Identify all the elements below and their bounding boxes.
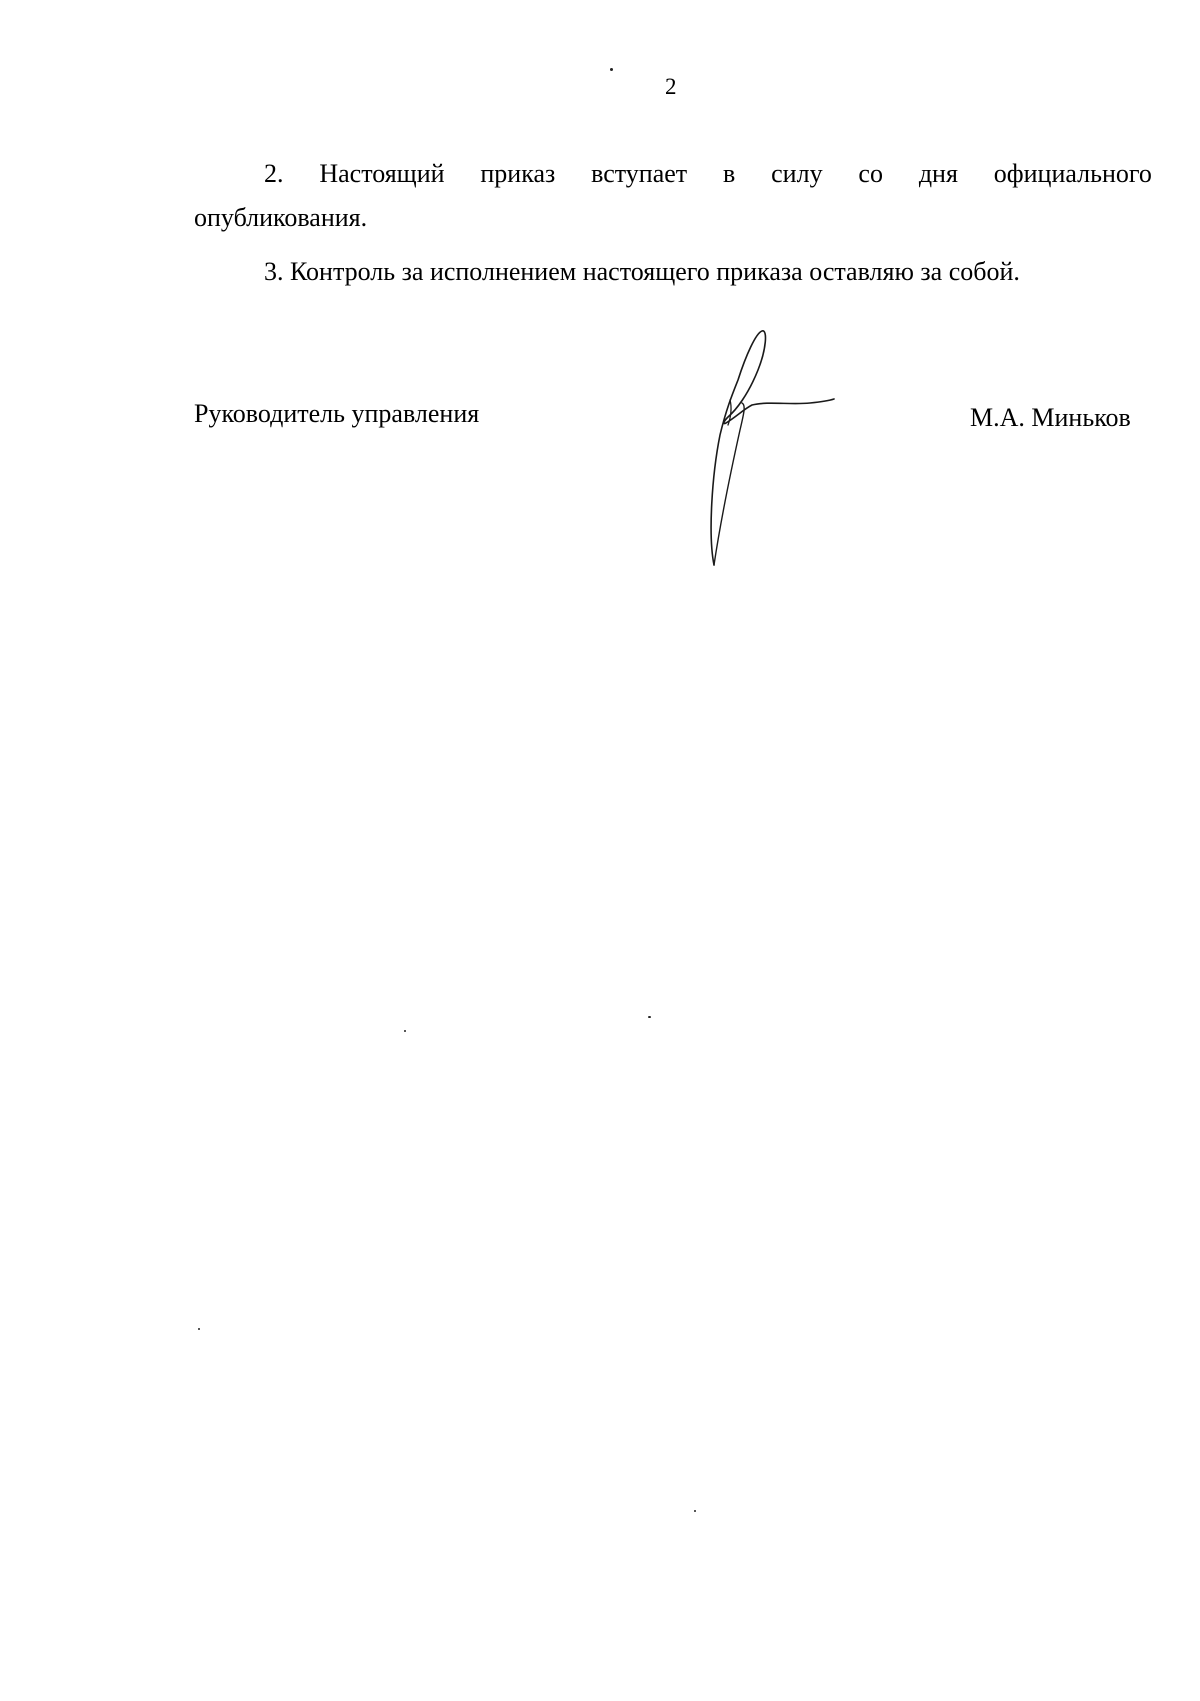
scan-speck — [404, 1030, 406, 1032]
scan-speck — [694, 1510, 696, 1512]
scan-speck — [648, 1016, 651, 1018]
paragraph-2-first-line — [194, 152, 1152, 196]
word: силу — [771, 159, 823, 188]
word: дня — [918, 159, 958, 188]
word: официального — [993, 159, 1152, 188]
word: в — [723, 159, 736, 188]
scan-speck — [610, 68, 613, 71]
signer-position: Руководитель управления — [194, 399, 480, 428]
word: 2. — [264, 159, 284, 188]
paragraph-2 — [194, 152, 1152, 240]
word: Настоящий — [319, 159, 445, 188]
paragraph-2-continuation: опубликования. — [194, 203, 368, 232]
signer-name: М.А. Миньков — [970, 403, 1131, 432]
handwritten-signature — [700, 325, 840, 570]
paragraph-3: 3. Контроль за исполнением настоящего приказа оставляю за собой. — [264, 257, 1020, 286]
word: со — [858, 159, 883, 188]
word: вступает — [591, 159, 688, 188]
word: приказ — [480, 159, 556, 188]
page-number: 2 — [665, 74, 677, 99]
scan-speck — [198, 1328, 200, 1330]
